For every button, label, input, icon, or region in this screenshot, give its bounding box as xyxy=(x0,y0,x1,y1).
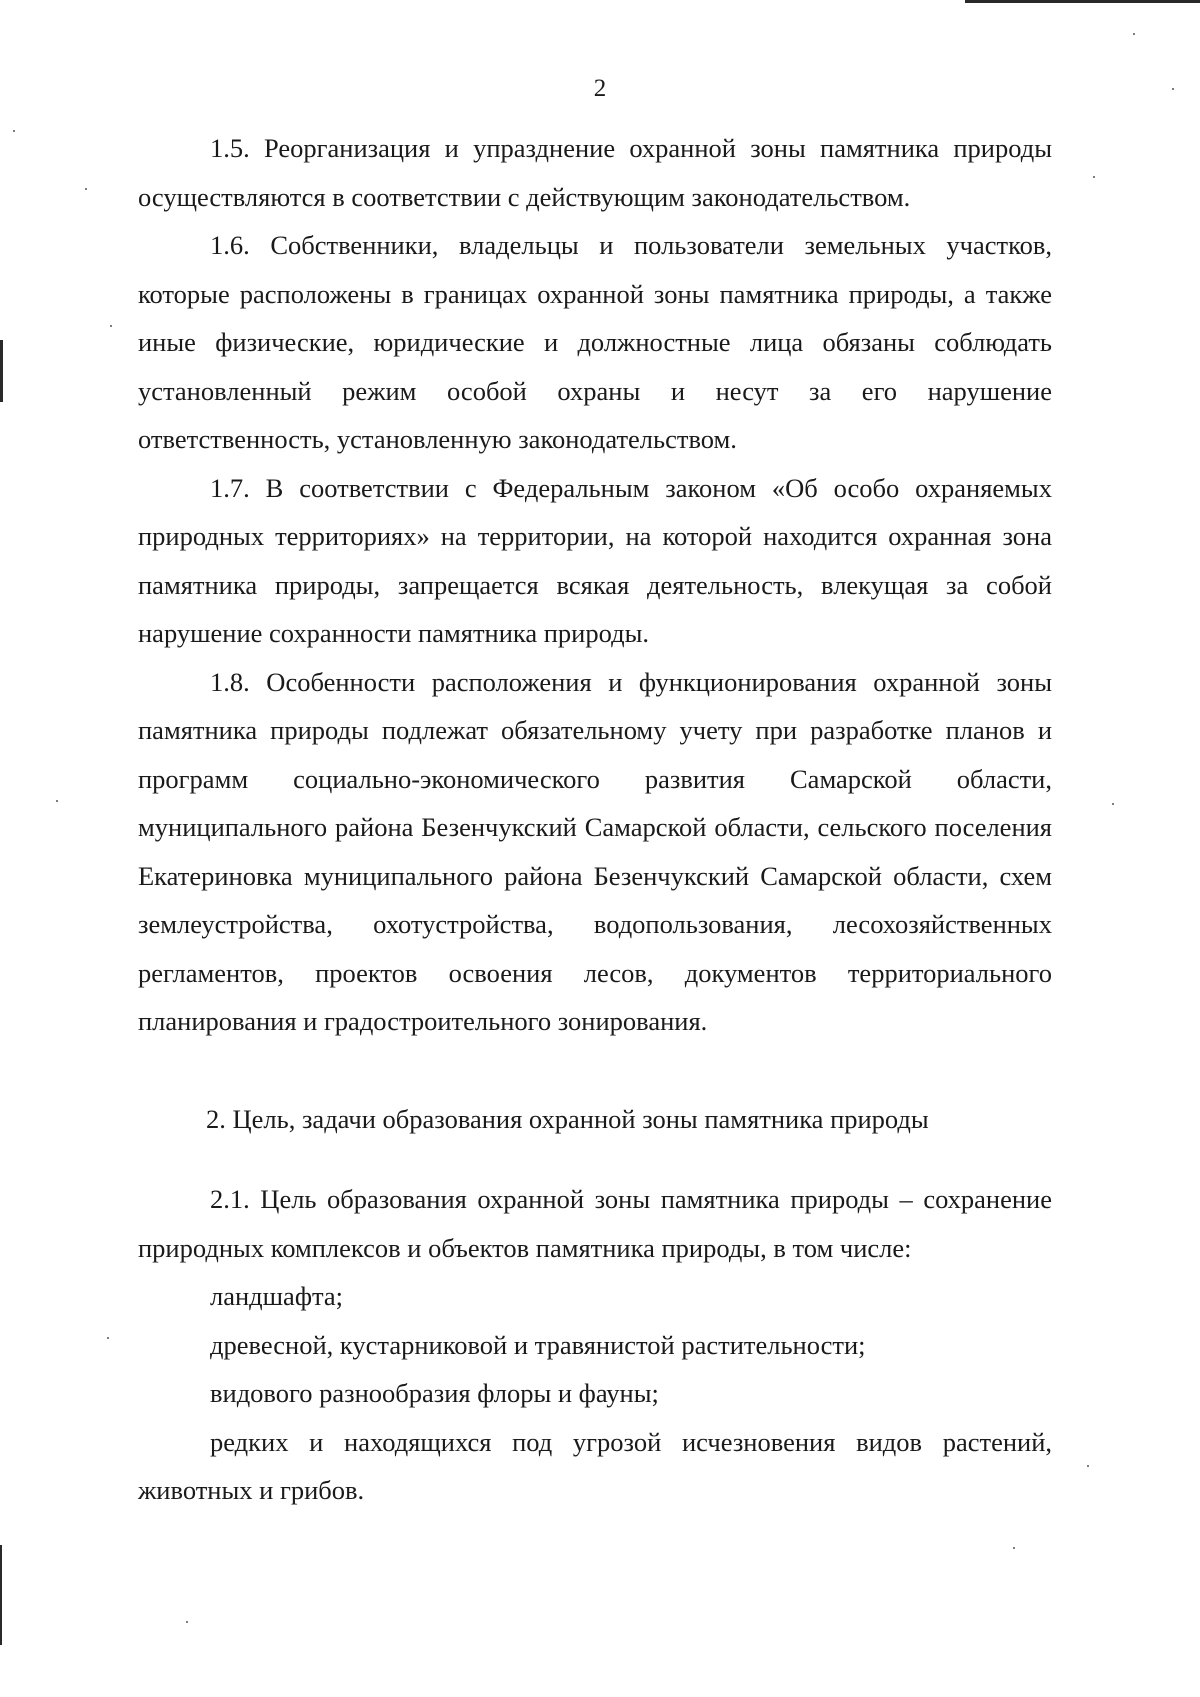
paragraph-2-1: 2.1. Цель образования охранной зоны памятника природы – сохранение природных комплексов и объектов памятника природы, в том числе: xyxy=(138,1184,1052,1263)
list-item: древесной, кустарниковой и травянистой растительности; xyxy=(210,1329,866,1360)
scan-speck xyxy=(107,1337,109,1339)
scan-speck xyxy=(1133,33,1135,35)
section-2-text xyxy=(138,1175,1052,1515)
paragraph-1-8: 1.8. Особенности расположения и функционирования охранной зоны памятника природы подлежат обязательному учету при разработке планов и программ социально-экономического развития Самарской области, муниципального района Безенчукский Самарской области, сельского поселения Екатериновка муниципального района Безенчукский Самарской области, схем землеустройства, охотустройства, водопользования, лесохозяйственных регламентов, проектов освоения лесов, документов территориального планирования и градостроительного зонирования. xyxy=(138,666,1052,1036)
list-item: редких и находящихся под угрозой исчезновения видов растений, животных и грибов. xyxy=(138,1426,1052,1505)
scan-speck xyxy=(85,188,87,190)
paragraph-1-6: 1.6. Собственники, владельцы и пользователи земельных участков, которые расположены в границах охранной зоны памятника природы, а также иные физические, юридические и должностные лица обязаны соблюдать установленный режим особой охраны и несут за его нарушение ответственность, установленную законодательством. xyxy=(138,230,1052,454)
scan-speck xyxy=(13,130,15,132)
scan-speck xyxy=(186,1621,188,1623)
section-2-heading: 2. Цель, задачи образования охранной зоны памятника природы xyxy=(206,1104,929,1134)
scan-edge-mark xyxy=(0,340,3,402)
page-number: 2 xyxy=(593,75,607,102)
scan-speck xyxy=(1112,803,1114,805)
scan-speck xyxy=(1013,1547,1015,1549)
scan-speck xyxy=(110,325,112,327)
paragraph-1-5: 1.5. Реорганизация и упразднение охранной зоны памятника природы осуществляются в соответствии с действующим законодательством. xyxy=(138,133,1052,212)
scan-edge-mark xyxy=(965,0,1200,3)
list-item: ландшафта; xyxy=(210,1281,344,1311)
scan-speck xyxy=(1093,176,1095,178)
scan-speck xyxy=(1087,1465,1089,1467)
scan-speck xyxy=(56,800,58,802)
list-item: видового разнообразия флоры и фауны; xyxy=(210,1378,659,1408)
scan-edge-mark xyxy=(0,1545,2,1645)
paragraph-1-7: 1.7. В соответствии с Федеральным законом «Об особо охраняемых природных территориях» на территории, на которой находится охранная зона памятника природы, запрещается всякая деятельность, влекущая за собой нарушение сохранности памятника природы. xyxy=(138,472,1052,648)
section-1-text xyxy=(138,124,1052,1046)
